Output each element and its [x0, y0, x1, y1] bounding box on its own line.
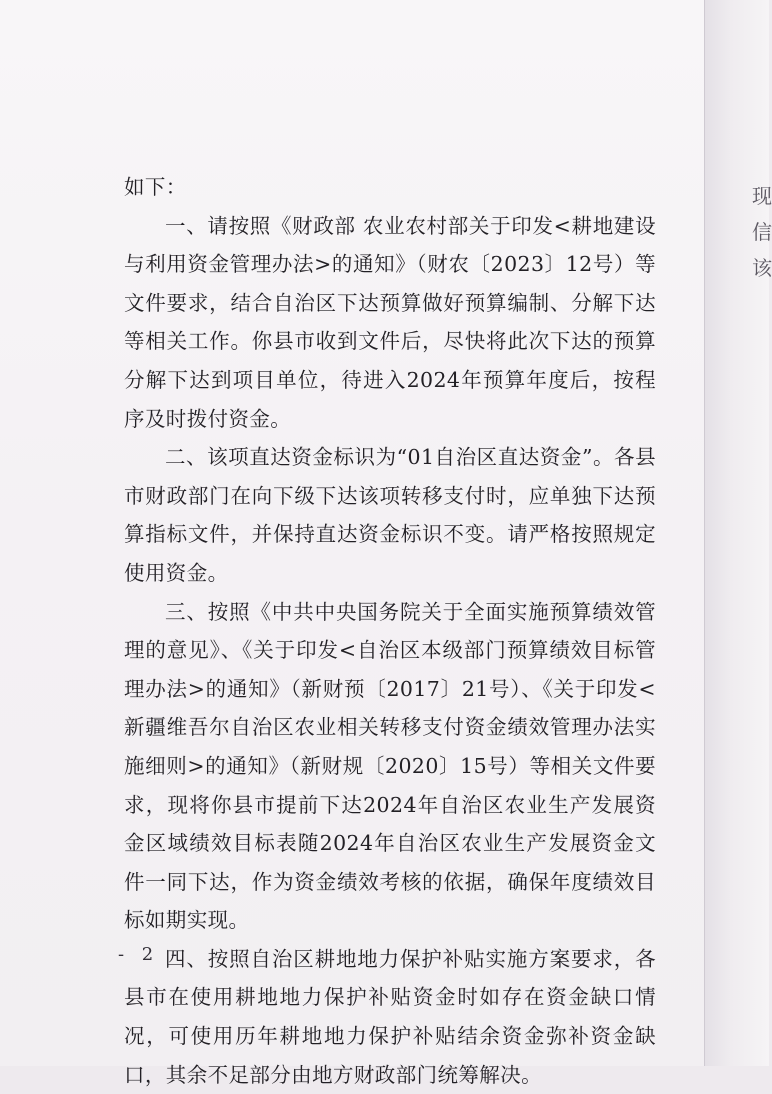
- paragraph-2: 二、该项直达资金标识为“01自治区直达资金”。各县市财政部门在向下级下达该项转移支付时，应单独下达预算指标文件，并保持直达资金标识不变。请严格按照规定使用资金。: [124, 445, 656, 585]
- paragraph-4: 四、按照自治区耕地地力保护补贴实施方案要求，各县市在使用耕地地力保护补贴资金时如存在资金缺口情况，可使用历年耕地地力保护补贴结余资金弥补资金缺口，其余不足部分由地方财政部门统筹解决。: [124, 946, 656, 1087]
- paragraph-1: 一、请按照《财政部 农业农村部关于印发<耕地建设与利用资金管理办法>的通知》（财农〔2023〕12号）等文件要求，结合自治区下达预算做好预算编制、分解下达等相关工作。你县市收到文件后，尽快将此次下达的预算分解下达到项目单位，待进入2024年预算年度后，按程序及时拨付资金。: [124, 213, 656, 431]
- intro-line: 如下：: [124, 175, 187, 199]
- edge-text-fragment-3: 该: [752, 256, 772, 280]
- document-body: [124, 168, 656, 1094]
- page-number: - 2 -: [118, 944, 184, 965]
- paragraph-3: 三、按照《中共中央国务院关于全面实施预算绩效管理的意见》、《关于印发<自治区本级部门预算绩效目标管理办法>的通知》（新财预〔2017〕21号）、《关于印发<新疆维吾尔自治区农业相关转移支付资金绩效管理办法实施细则>的通知》（新财规〔2020〕15号）等相关文件要求，现将你县市提前下达2024年自治区农业生产发展资金区域绩效目标表随2024年自治区农业生产发展资金文件一同下达，作为资金绩效考核的依据，确保年度绩效目标如期实现。: [124, 599, 656, 933]
- edge-text-fragment-2: 信: [752, 220, 772, 244]
- adjacent-page-edge: [704, 0, 769, 1066]
- edge-text-fragment-1: 现: [752, 184, 772, 208]
